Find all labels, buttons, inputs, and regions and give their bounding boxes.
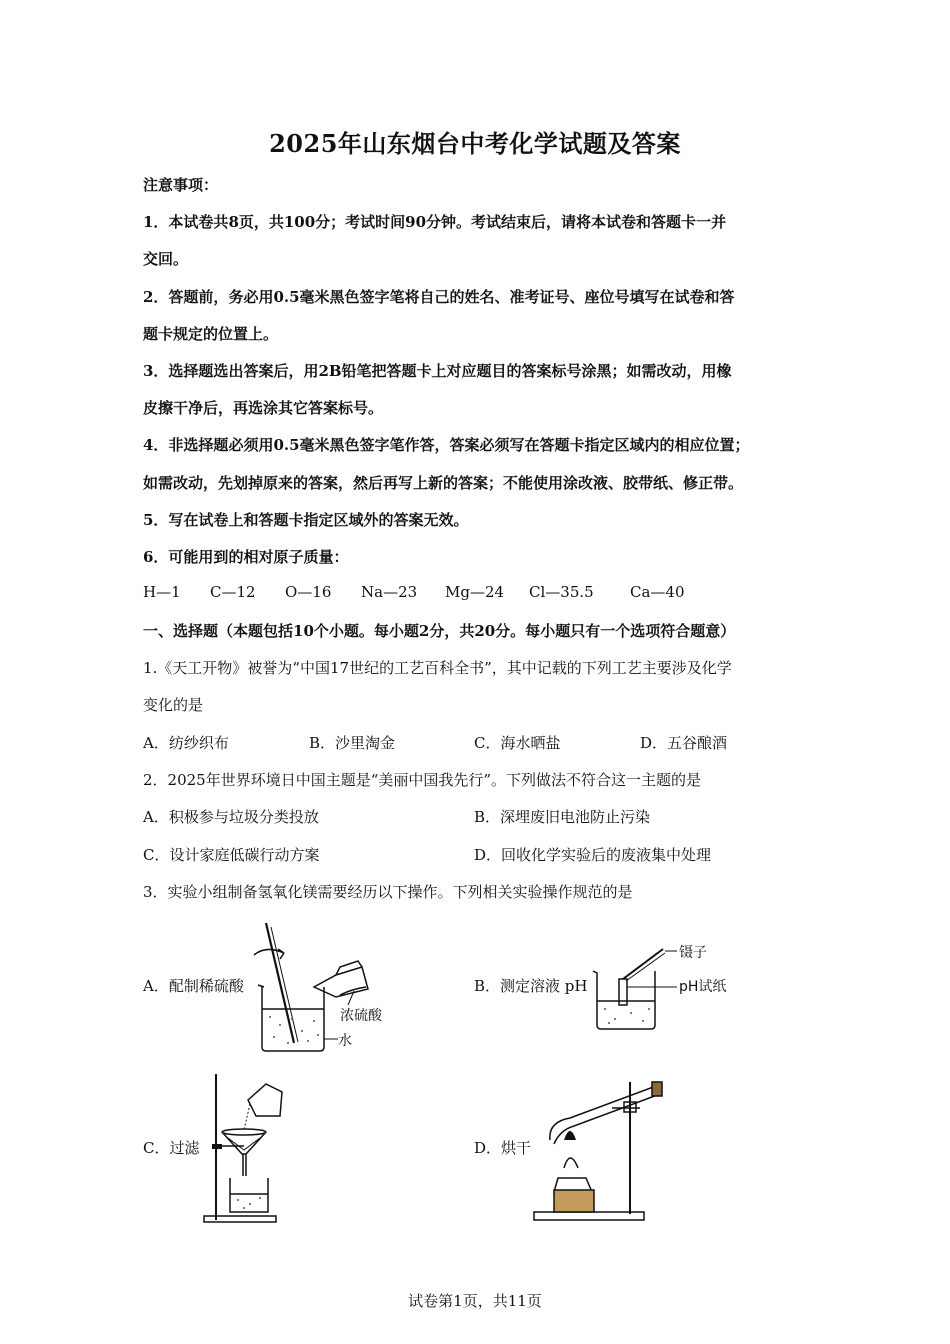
- q1-option-b: B．沙里淘金: [309, 734, 396, 752]
- q3-option-b: B．测定溶液 pH: [474, 977, 588, 995]
- notice-line-8: 如需改动，先划掉原来的答案，然后再写上新的答案；不能使用涂改液、胶带纸、修正带。: [143, 474, 744, 492]
- q1-option-d: D．五谷酿酒: [640, 734, 728, 752]
- notice-line-6: 皮擦干净后，再选涂其它答案标号。: [143, 399, 384, 417]
- notice-line-4: 题卡规定的位置上。: [143, 325, 279, 343]
- q1-stem-line-2: 变化的是: [143, 696, 204, 714]
- figure-filtration: [200, 1070, 310, 1230]
- q3-stem: 3．实验小组制备氢氧化镁需要经历以下操作。下列相关实验操作规范的是: [143, 883, 633, 901]
- label-water: 水: [338, 1033, 352, 1049]
- q2-option-d: D．回收化学实验后的废液集中处理: [474, 846, 712, 864]
- notice-line-9: 5．写在试卷上和答题卡指定区域外的答案无效。: [143, 511, 469, 529]
- label-tweezers: 镊子: [679, 945, 707, 961]
- atomic-masses: [143, 583, 843, 605]
- notice-line-2: 交回。: [143, 250, 189, 268]
- mass-cl: Cl—35.5: [529, 583, 594, 601]
- notice-line-10: 6．可能用到的相对原子质量：: [143, 548, 349, 566]
- q2-stem: 2．2025年世界环境日中国主题是“美丽中国我先行”。下列做法不符合这一主题的是: [143, 771, 702, 789]
- q2-option-b: B．深埋废旧电池防止污染: [474, 808, 651, 826]
- page-title: 2025年山东烟台中考化学试题及答案: [269, 129, 681, 158]
- label-concentrated-acid: 浓硫酸: [340, 1008, 382, 1024]
- mass-ca: Ca—40: [630, 583, 685, 601]
- q1-option-a: A．纺纱织布: [143, 734, 229, 752]
- q1-option-c: C．海水晒盐: [474, 734, 561, 752]
- q1-stem-line-1: 1.《天工开物》被誉为“中国17世纪的工艺百科全书”，其中记载的下列工艺主要涉及化学: [143, 659, 732, 677]
- q2-option-c: C．设计家庭低碳行动方案: [143, 846, 320, 864]
- q2-option-a: A．积极参与垃圾分类投放: [143, 808, 319, 826]
- mass-na: Na—23: [361, 583, 418, 601]
- notice-line-5: 3．选择题选出答案后，用2B铅笔把答题卡上对应题目的答案标号涂黑；如需改动，用橡: [143, 362, 732, 380]
- section-heading: 一、选择题（本题包括10个小题。每小题2分，共20分。每小题只有一个选项符合题意）: [143, 622, 736, 640]
- notice-heading: 注意事项：: [143, 176, 219, 194]
- mass-c: C—12: [210, 583, 256, 601]
- page-footer: 试卷第1页，共11页: [408, 1292, 542, 1310]
- mass-h: H—1: [143, 583, 181, 601]
- figure-drying: [530, 1078, 680, 1223]
- q3-option-c: C．过滤: [143, 1139, 200, 1157]
- q3-option-a: A．配制稀硫酸: [143, 977, 244, 995]
- mass-mg: Mg—24: [445, 583, 505, 601]
- mass-o: O—16: [285, 583, 332, 601]
- notice-line-3: 2．答题前，务必用0.5毫米黑色签字笔将自己的姓名、准考证号、座位号填写在试卷和答: [143, 288, 735, 306]
- notice-line-1: 1．本试卷共8页，共100分；考试时间90分钟。考试结束后，请将本试卷和答题卡一并: [143, 213, 727, 231]
- figure-dilute-acid: [240, 915, 400, 1055]
- label-ph-paper: pH试纸: [679, 979, 727, 995]
- figure-measure-ph: [585, 935, 745, 1040]
- notice-line-7: 4．非选择题必须用0.5毫米黑色签字笔作答，答案必须写在答题卡指定区域内的相应位置；: [143, 436, 750, 454]
- q3-option-d: D．烘干: [474, 1139, 532, 1157]
